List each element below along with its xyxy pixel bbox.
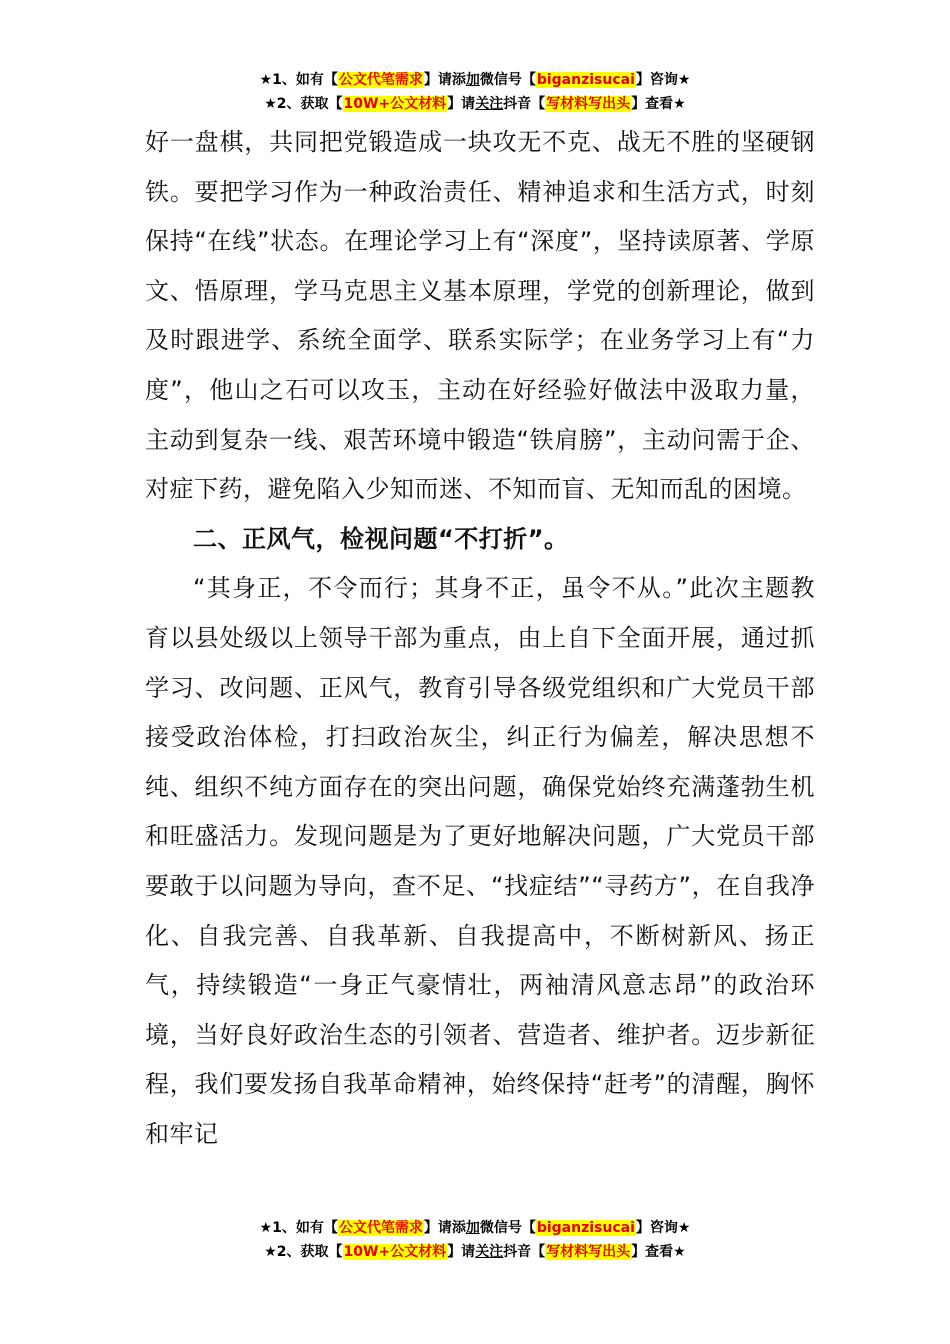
banner-underline: 关注 [475,96,504,112]
banner-text: 抖音【 [503,96,546,112]
banner-text: 】咨询★ [635,72,691,88]
banner-text: 】请 [447,96,476,112]
document-body [145,118,815,1159]
banner-text: 】查看★ [631,96,686,112]
banner-highlight: biganzisucai [536,72,635,88]
banner-highlight: biganzisucai [536,1220,635,1236]
paragraph: “其身正，不令而行；其身不正，虽令不从。”此次主题教育以县处级以上领导干部为重点，由上自下全面开展，通过抓学习、改问题、正风气，教育引导各级党组织和广大党员干部接受政治体检，打扫政治灰尘，纠正行为偏差，解决思想不纯、组织不纯方面存在的突出问题，确保党始终充满蓬勃生机和旺盛活力。发现问题是为了更好地解决问题，广大党员干部要敢于以问题为导向，查不足、“找症结”“寻药方”，在自我净化、自我完善、自我革新、自我提高中，不断树新风、扬正气，持续锻造“一身正气豪情壮，两袖清风意志昂”的政治环境，当好良好政治生态的引领者、营造者、维护者。迈步新征程，我们要发扬自我革命精神，始终保持“赶考”的清醒，胸怀和牢记 [145,574,815,1148]
banner-highlight: 公文代笔需求 [338,72,423,88]
banner-text: 】请 [447,1244,476,1260]
banner-line-1 [0,1216,950,1240]
banner-text: ★2、获取【 [264,96,343,112]
banner-highlight: 10W+公文材料 [343,1244,447,1260]
banner-text: ★1、如有【 [259,72,338,88]
banner-text: 微信号【 [479,72,536,88]
banner-text: 微信号【 [479,1220,536,1236]
banner-highlight: 写材料写出头 [546,96,631,112]
banner-text: 】请添 [423,72,466,88]
banner-line-2 [0,92,950,116]
banner-line-2 [0,1240,950,1264]
banner-underline: 加 [465,72,480,88]
banner-text: ★1、如有【 [259,1220,338,1236]
banner-text: ★2、获取【 [264,1244,343,1260]
banner-highlight: 公文代笔需求 [338,1220,423,1236]
header-banner [0,68,950,116]
banner-text: 】请添 [423,1220,466,1236]
section-heading: 二、正风气，检视问题“不打折”。 [193,524,569,553]
banner-text: 】咨询★ [635,1220,691,1236]
banner-underline: 关注 [475,1244,504,1260]
banner-highlight: 10W+公文材料 [343,96,447,112]
banner-underline: 加 [465,1220,480,1236]
footer-banner [0,1216,950,1264]
banner-highlight: 写材料写出头 [546,1244,631,1260]
banner-text: 抖音【 [503,1244,546,1260]
banner-text: 】查看★ [631,1244,686,1260]
banner-line-1 [0,68,950,92]
paragraph-continued: 好一盘棋，共同把党锻造成一块攻无不克、战无不胜的坚硬钢铁。要把学习作为一种政治责任、精神追求和生活方式，时刻保持“在线”状态。在理论学习上有“深度”，坚持读原著、学原文、悟原理，学马克思主义基本原理，学党的创新理论，做到及时跟进学、系统全面学、联系实际学；在业务学习上有“力度”，他山之石可以攻玉，主动在好经验好做法中汲取力量，主动到复杂一线、艰苦环境中锻造“铁肩膀”，主动问需于企、对症下药，避免陷入少知而迷、不知而盲、无知而乱的困境。 [145,128,815,504]
